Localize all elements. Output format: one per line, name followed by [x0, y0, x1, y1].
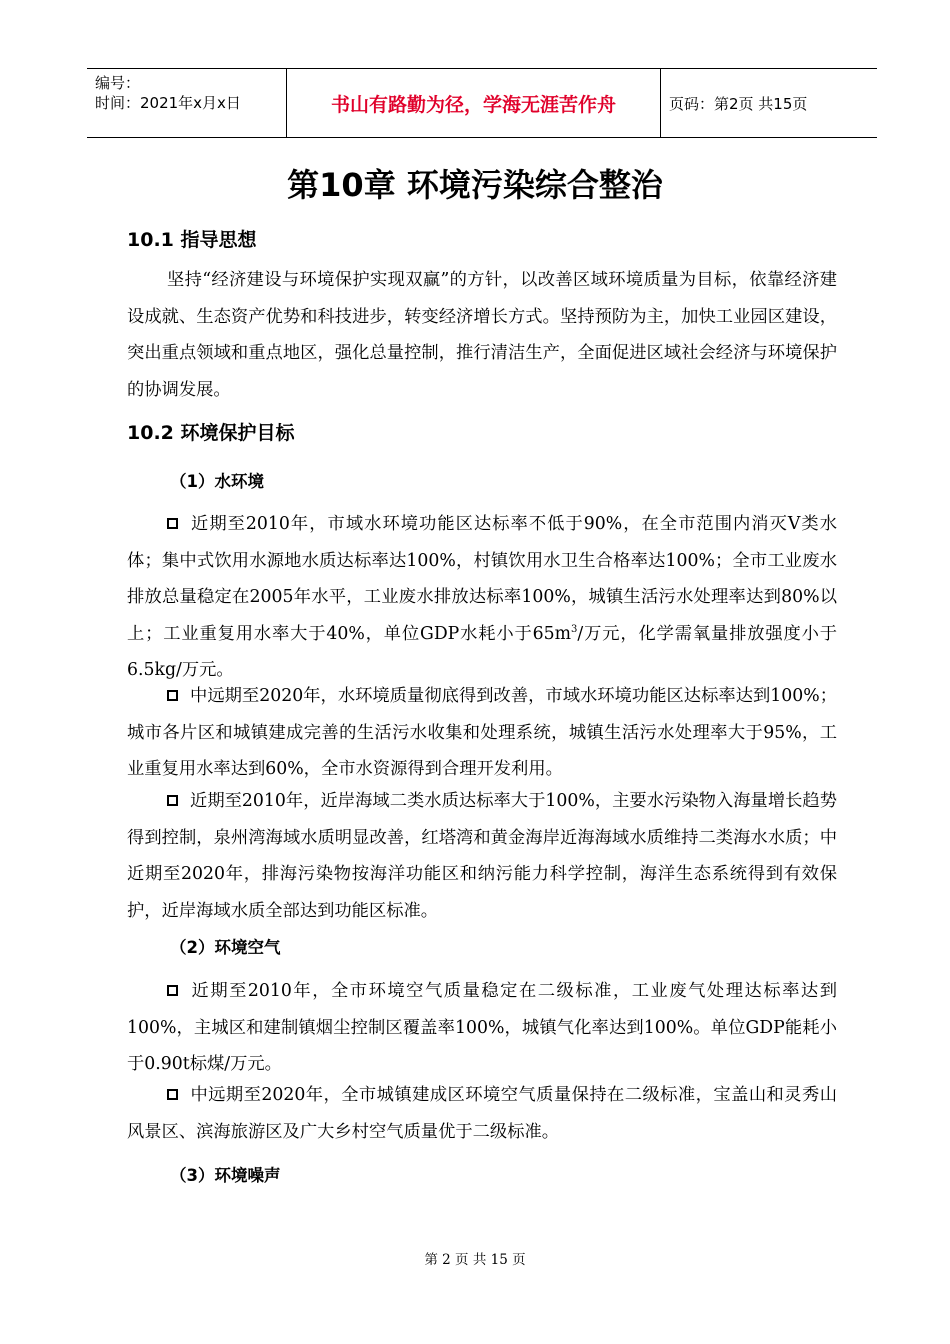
chapter-title: 第10章 环境污染综合整治	[287, 166, 663, 204]
air-paragraph-2: 中远期至2020年，全市城镇建成区环境空气质量保持在二级标准，宝盖山和灵秀山风景区、滨海旅游区及广大乡村空气质量优于二级标准。	[127, 1085, 837, 1142]
page-footer: 第 2 页 共 15 页	[424, 1252, 526, 1268]
section-heading-guiding: 10.1 指导思想	[127, 229, 257, 251]
header-table	[87, 68, 877, 138]
subheading-noise: （3）环境噪声	[170, 1166, 281, 1185]
subheading-air: （2）环境空气	[170, 938, 281, 957]
checkbox-bullet-icon	[167, 518, 178, 529]
header-info-cell	[87, 69, 287, 137]
number-label: 编号：	[95, 74, 141, 92]
guiding-paragraph: 坚持“经济建设与环境保护实现双赢”的方针，以改善区域环境质量为目标，依靠经济建设成就、生态资产优势和科技进步，转变经济增长方式。坚持预防为主，加快工业园区建设，突出重点领域和重点地区，强化总量控制，推行清洁生产，全面促进区域社会经济与环境保护的协调发展。	[127, 270, 837, 400]
checkbox-bullet-icon	[167, 1089, 178, 1100]
checkbox-bullet-icon	[167, 795, 178, 806]
page-label: 页码：第2页 共15页	[669, 94, 808, 113]
checkbox-bullet-icon	[167, 985, 178, 996]
subheading-water: （1）水环境	[170, 472, 264, 491]
time-label: 时间：2021年x月x日	[95, 94, 241, 112]
water-paragraph-2: 中远期至2020年，水环境质量彻底得到改善，市域水环境功能区达标率达到100%；城市各片区和城镇建成完善的生活污水收集和处理系统，城镇生活污水处理率大于95%，工业重复用水率达到60%，全市水资源得到合理开发利用。	[127, 686, 837, 779]
water-paragraph-3: 近期至2010年，近岸海域二类水质达标率大于100%，主要水污染物入海量增长趋势得到控制，泉州湾海域水质明显改善，红塔湾和黄金海岸近海海域水质维持二类海水水质；中近期至2020年，排海污染物按海洋功能区和纳污能力科学控制，海洋生态系统得到有效保护，近岸海域水质全部达到功能区标准。	[127, 791, 837, 921]
water-paragraph-1: 近期至2010年，市域水环境功能区达标率不低于90%，在全市范围内消灭Ⅴ类水体；集中式饮用水源地水质达标率达100%，村镇饮用水卫生合格率达100%；全市工业废水排放总量稳定在2005年水平，工业废水排放达标率100%，城镇生活污水处理率达到80%以上；工业重复用水率大于40%，单位GDP水耗小于$65m^3/$万元，化学需氧量排放强度小于6.5kg/万元。	[127, 514, 838, 680]
motto: 书山有路勤为径，学海无涯苦作舟	[287, 69, 661, 137]
checkbox-bullet-icon	[167, 690, 178, 701]
air-paragraph-1: 近期至2010年，全市环境空气质量稳定在二级标准，工业废气处理达标率达到100%，主城区和建制镇烟尘控制区覆盖率100%，城镇气化率达到100%。单位GDP能耗小于0.90t标煤/万元。	[127, 981, 837, 1074]
section-heading-targets: 10.2 环境保护目标	[127, 422, 295, 444]
